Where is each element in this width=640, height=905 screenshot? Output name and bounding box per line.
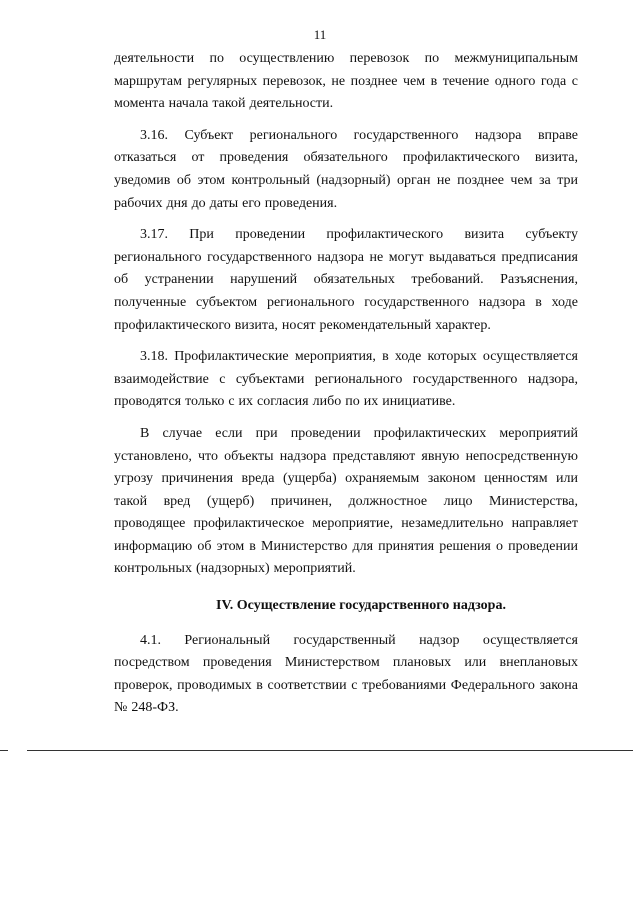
paragraph-4-1: 4.1. Региональный государственный надзор осуществляется посредством проведения Министерством плановых или внеплановых проверок, проводимых в соответствии с требованиями Федерального закона № 248-ФЗ. (114, 632, 578, 716)
margin-mark (0, 750, 8, 751)
page-number: 11 (313, 27, 327, 42)
document-body (114, 48, 578, 729)
paragraph-threat-notice: В случае если при проведении профилактических мероприятий установлено, что объекты надзора представляют явную непосредственную угрозу причинения вреда (ущерба) охраняемым законом ценностям или такой вред (ущерб) причинен, должностное лицо Министерства, проводящее профилактическое мероприятие, незамедлительно направляет информацию об этом в Министерство для принятия решения о проведении контрольных (надзорных) мероприятий. (114, 425, 578, 577)
section-heading: IV. Осуществление государственного надзора. (216, 598, 506, 614)
paragraph-3-16: 3.16. Субъект регионального государственного надзора вправе отказаться от проведения обязательного профилактического визита, уведомив об этом контрольный (надзорный) орган не позднее чем за три рабочих дня до даты его проведения. (114, 127, 578, 211)
paragraph-continuation: деятельности по осуществлению перевозок по межмуниципальным маршрутам регулярных перевозок, не позднее чем в течение одного года с момента начала такой деятельности. (114, 51, 578, 112)
paragraph-3-17: 3.17. При проведении профилактического визита субъекту регионального государственного надзора не могут выдаваться предписания об устранении нарушений обязательных требований. Разъяснения, полученные субъектом регионального государственного надзора в ходе профилактического визита, носят рекомендательный характер. (114, 227, 578, 333)
footer-rule (27, 750, 633, 751)
paragraph-3-18: 3.18. Профилактические мероприятия, в ходе которых осуществляется взаимодействие с субъектами регионального государственного надзора, проводятся только с их согласия либо по их инициативе. (114, 349, 578, 410)
